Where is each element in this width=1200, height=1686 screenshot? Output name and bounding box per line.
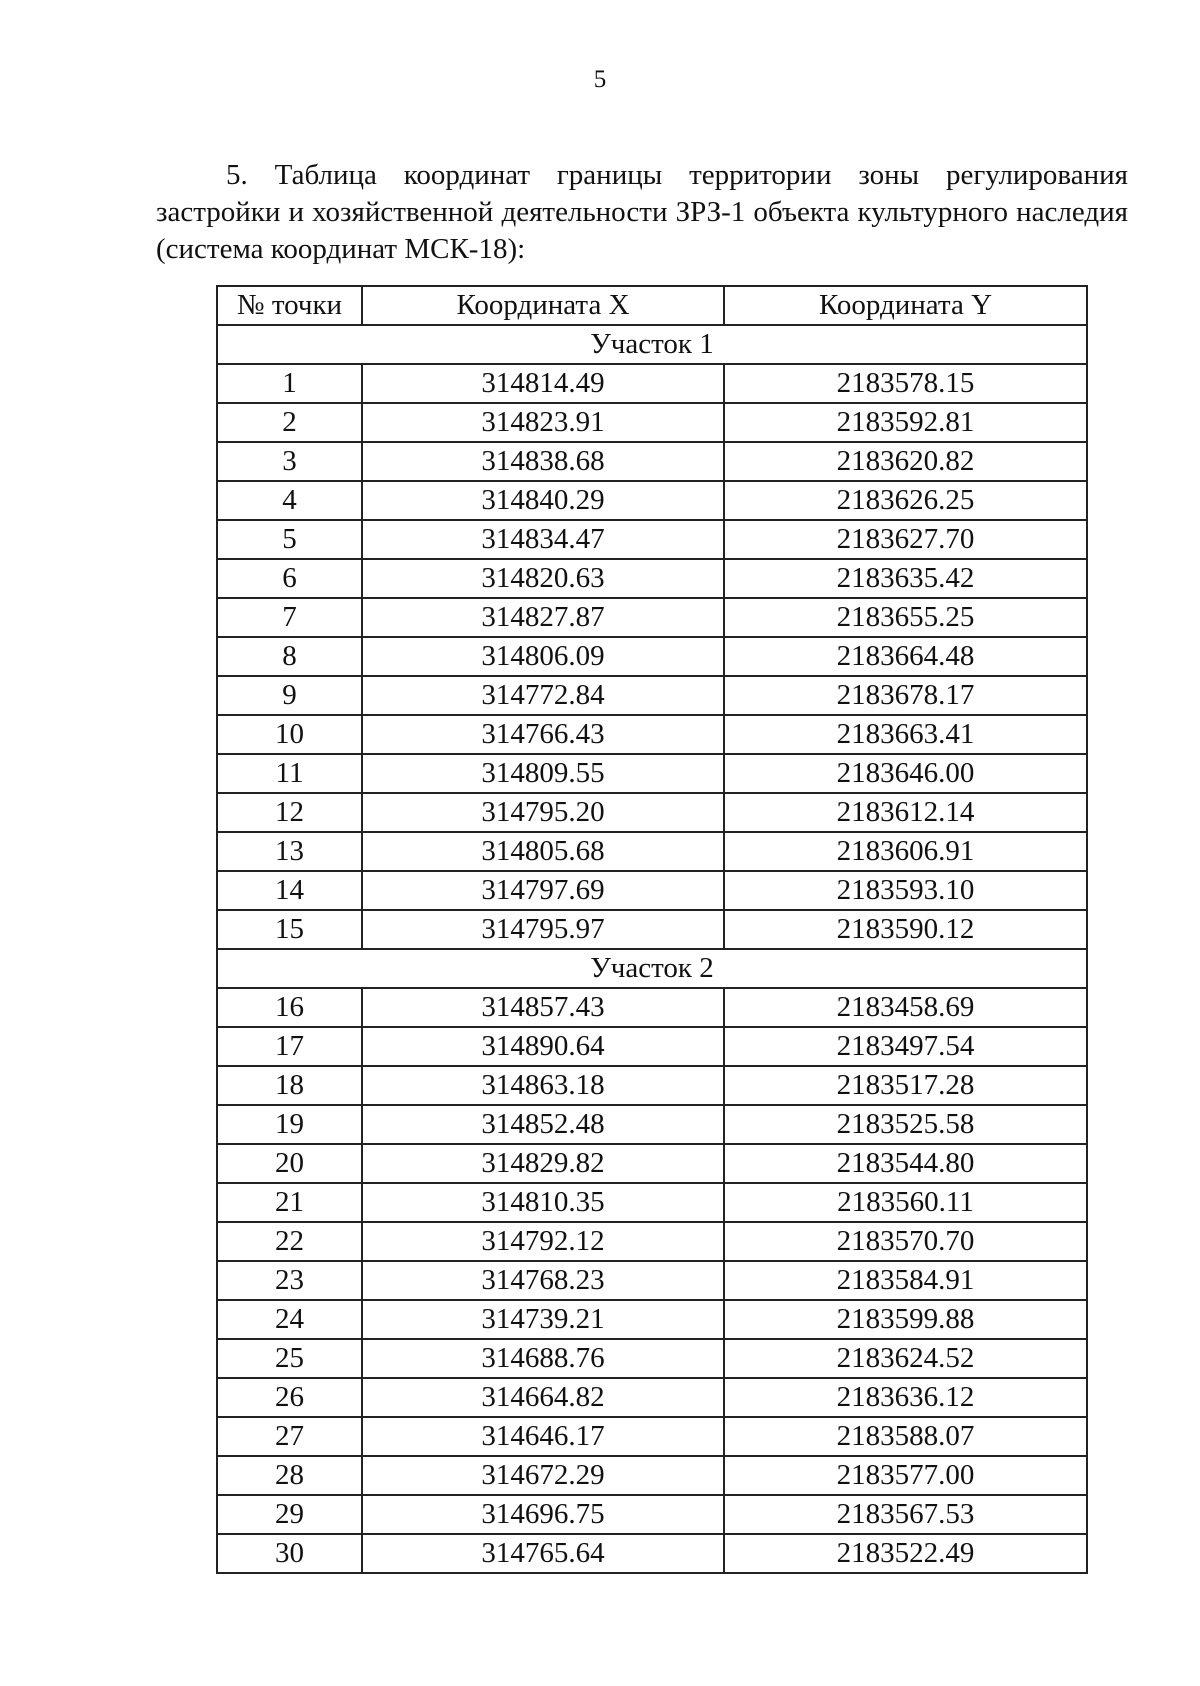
point-number-cell: 8 [217,637,362,676]
point-number-cell: 25 [217,1339,362,1378]
coordinate-y-cell: 2183584.91 [724,1261,1087,1300]
coordinate-y-cell: 2183544.80 [724,1144,1087,1183]
table-row [217,559,1087,598]
coordinate-x-cell: 314797.69 [362,871,724,910]
coordinate-y-cell: 2183646.00 [724,754,1087,793]
coordinate-x-cell: 314838.68 [362,442,724,481]
coordinate-y-cell: 2183588.07 [724,1417,1087,1456]
coordinate-x-cell: 314852.48 [362,1105,724,1144]
section-row [217,949,1087,988]
coordinate-x-cell: 314840.29 [362,481,724,520]
coordinate-x-cell: 314795.20 [362,793,724,832]
table-row [217,364,1087,403]
point-number-cell: 16 [217,988,362,1027]
point-number-cell: 30 [217,1534,362,1573]
table-row [217,793,1087,832]
table-row [217,676,1087,715]
coordinate-x-cell: 314739.21 [362,1300,724,1339]
header-coordinate-y: Координата Y [724,286,1087,325]
coordinate-x-cell: 314809.55 [362,754,724,793]
coordinate-y-cell: 2183663.41 [724,715,1087,754]
point-number-cell: 27 [217,1417,362,1456]
table-row [217,832,1087,871]
coordinate-x-cell: 314664.82 [362,1378,724,1417]
coordinate-x-cell: 314765.64 [362,1534,724,1573]
coordinate-x-cell: 314827.87 [362,598,724,637]
table-row [217,1456,1087,1495]
point-number-cell: 5 [217,520,362,559]
table-row [217,1495,1087,1534]
table-row [217,1534,1087,1573]
coordinate-x-cell: 314823.91 [362,403,724,442]
point-number-cell: 6 [217,559,362,598]
point-number-cell: 3 [217,442,362,481]
table-row [217,637,1087,676]
table-row [217,910,1087,949]
coordinate-y-cell: 2183458.69 [724,988,1087,1027]
coordinate-x-cell: 314834.47 [362,520,724,559]
point-number-cell: 13 [217,832,362,871]
coordinate-x-cell: 314766.43 [362,715,724,754]
coordinate-x-cell: 314646.17 [362,1417,724,1456]
point-number-cell: 21 [217,1183,362,1222]
table-row [217,1417,1087,1456]
coordinate-x-cell: 314805.68 [362,832,724,871]
coordinate-y-cell: 2183517.28 [724,1066,1087,1105]
table-row [217,1183,1087,1222]
coordinate-x-cell: 314672.29 [362,1456,724,1495]
table-row [217,1378,1087,1417]
coordinate-y-cell: 2183525.58 [724,1105,1087,1144]
point-number-cell: 15 [217,910,362,949]
table-row [217,1300,1087,1339]
coordinate-x-cell: 314820.63 [362,559,724,598]
table-row [217,442,1087,481]
coordinate-y-cell: 2183612.14 [724,793,1087,832]
table-row [217,1144,1087,1183]
table-body [217,325,1087,1573]
section-row [217,325,1087,364]
point-number-cell: 7 [217,598,362,637]
coordinate-y-cell: 2183578.15 [724,364,1087,403]
coordinate-x-cell: 314696.75 [362,1495,724,1534]
coordinate-y-cell: 2183522.49 [724,1534,1087,1573]
point-number-cell: 18 [217,1066,362,1105]
point-number-cell: 28 [217,1456,362,1495]
header-coordinate-x: Координата X [362,286,724,325]
point-number-cell: 2 [217,403,362,442]
coordinate-y-cell: 2183635.42 [724,559,1087,598]
table-row [217,1105,1087,1144]
coordinate-x-cell: 314890.64 [362,1027,724,1066]
coordinate-y-cell: 2183620.82 [724,442,1087,481]
coordinate-x-cell: 314829.82 [362,1144,724,1183]
section-title: Участок 2 [217,949,1087,988]
table-row [217,1222,1087,1261]
coordinate-x-cell: 314806.09 [362,637,724,676]
table-row [217,1066,1087,1105]
point-number-cell: 26 [217,1378,362,1417]
page-number: 5 [593,66,607,93]
coordinate-y-cell: 2183593.10 [724,871,1087,910]
table-row [217,403,1087,442]
coordinate-x-cell: 314768.23 [362,1261,724,1300]
coordinate-y-cell: 2183570.70 [724,1222,1087,1261]
point-number-cell: 19 [217,1105,362,1144]
point-number-cell: 29 [217,1495,362,1534]
table-row [217,481,1087,520]
section-heading: 5. Таблица координат границы территории зоны регулирования застройки и хозяйственной деятельности ЗРЗ-1 объекта культурного наследия (система координат МСК-18): [156,159,1128,265]
coordinate-y-cell: 2183678.17 [724,676,1087,715]
coordinate-y-cell: 2183664.48 [724,637,1087,676]
point-number-cell: 9 [217,676,362,715]
point-number-cell: 22 [217,1222,362,1261]
table-row [217,715,1087,754]
point-number-cell: 23 [217,1261,362,1300]
coordinate-y-cell: 2183624.52 [724,1339,1087,1378]
table-row [217,1261,1087,1300]
table-row [217,520,1087,559]
table-row [217,598,1087,637]
point-number-cell: 4 [217,481,362,520]
point-number-cell: 11 [217,754,362,793]
header-point-number: № точки [217,286,362,325]
coordinate-x-cell: 314857.43 [362,988,724,1027]
table-row [217,1339,1087,1378]
coordinate-x-cell: 314772.84 [362,676,724,715]
coordinate-y-cell: 2183590.12 [724,910,1087,949]
point-number-cell: 14 [217,871,362,910]
point-number-cell: 12 [217,793,362,832]
coordinate-y-cell: 2183655.25 [724,598,1087,637]
coordinate-y-cell: 2183577.00 [724,1456,1087,1495]
coordinate-x-cell: 314810.35 [362,1183,724,1222]
coordinate-y-cell: 2183497.54 [724,1027,1087,1066]
coordinate-y-cell: 2183599.88 [724,1300,1087,1339]
coordinate-x-cell: 314814.49 [362,364,724,403]
coordinate-y-cell: 2183626.25 [724,481,1087,520]
point-number-cell: 1 [217,364,362,403]
section-title: Участок 1 [217,325,1087,364]
coordinate-x-cell: 314795.97 [362,910,724,949]
coordinate-y-cell: 2183636.12 [724,1378,1087,1417]
coordinate-y-cell: 2183560.11 [724,1183,1087,1222]
table-row [217,754,1087,793]
coordinate-x-cell: 314792.12 [362,1222,724,1261]
point-number-cell: 24 [217,1300,362,1339]
coordinate-x-cell: 314863.18 [362,1066,724,1105]
coordinate-y-cell: 2183592.81 [724,403,1087,442]
table-row [217,1027,1087,1066]
coordinates-table [216,285,1088,1574]
point-number-cell: 10 [217,715,362,754]
table-row [217,871,1087,910]
coordinate-x-cell: 314688.76 [362,1339,724,1378]
table-header-row [217,286,1087,325]
coordinate-y-cell: 2183606.91 [724,832,1087,871]
point-number-cell: 17 [217,1027,362,1066]
point-number-cell: 20 [217,1144,362,1183]
table-row [217,988,1087,1027]
coordinate-y-cell: 2183567.53 [724,1495,1087,1534]
coordinate-y-cell: 2183627.70 [724,520,1087,559]
